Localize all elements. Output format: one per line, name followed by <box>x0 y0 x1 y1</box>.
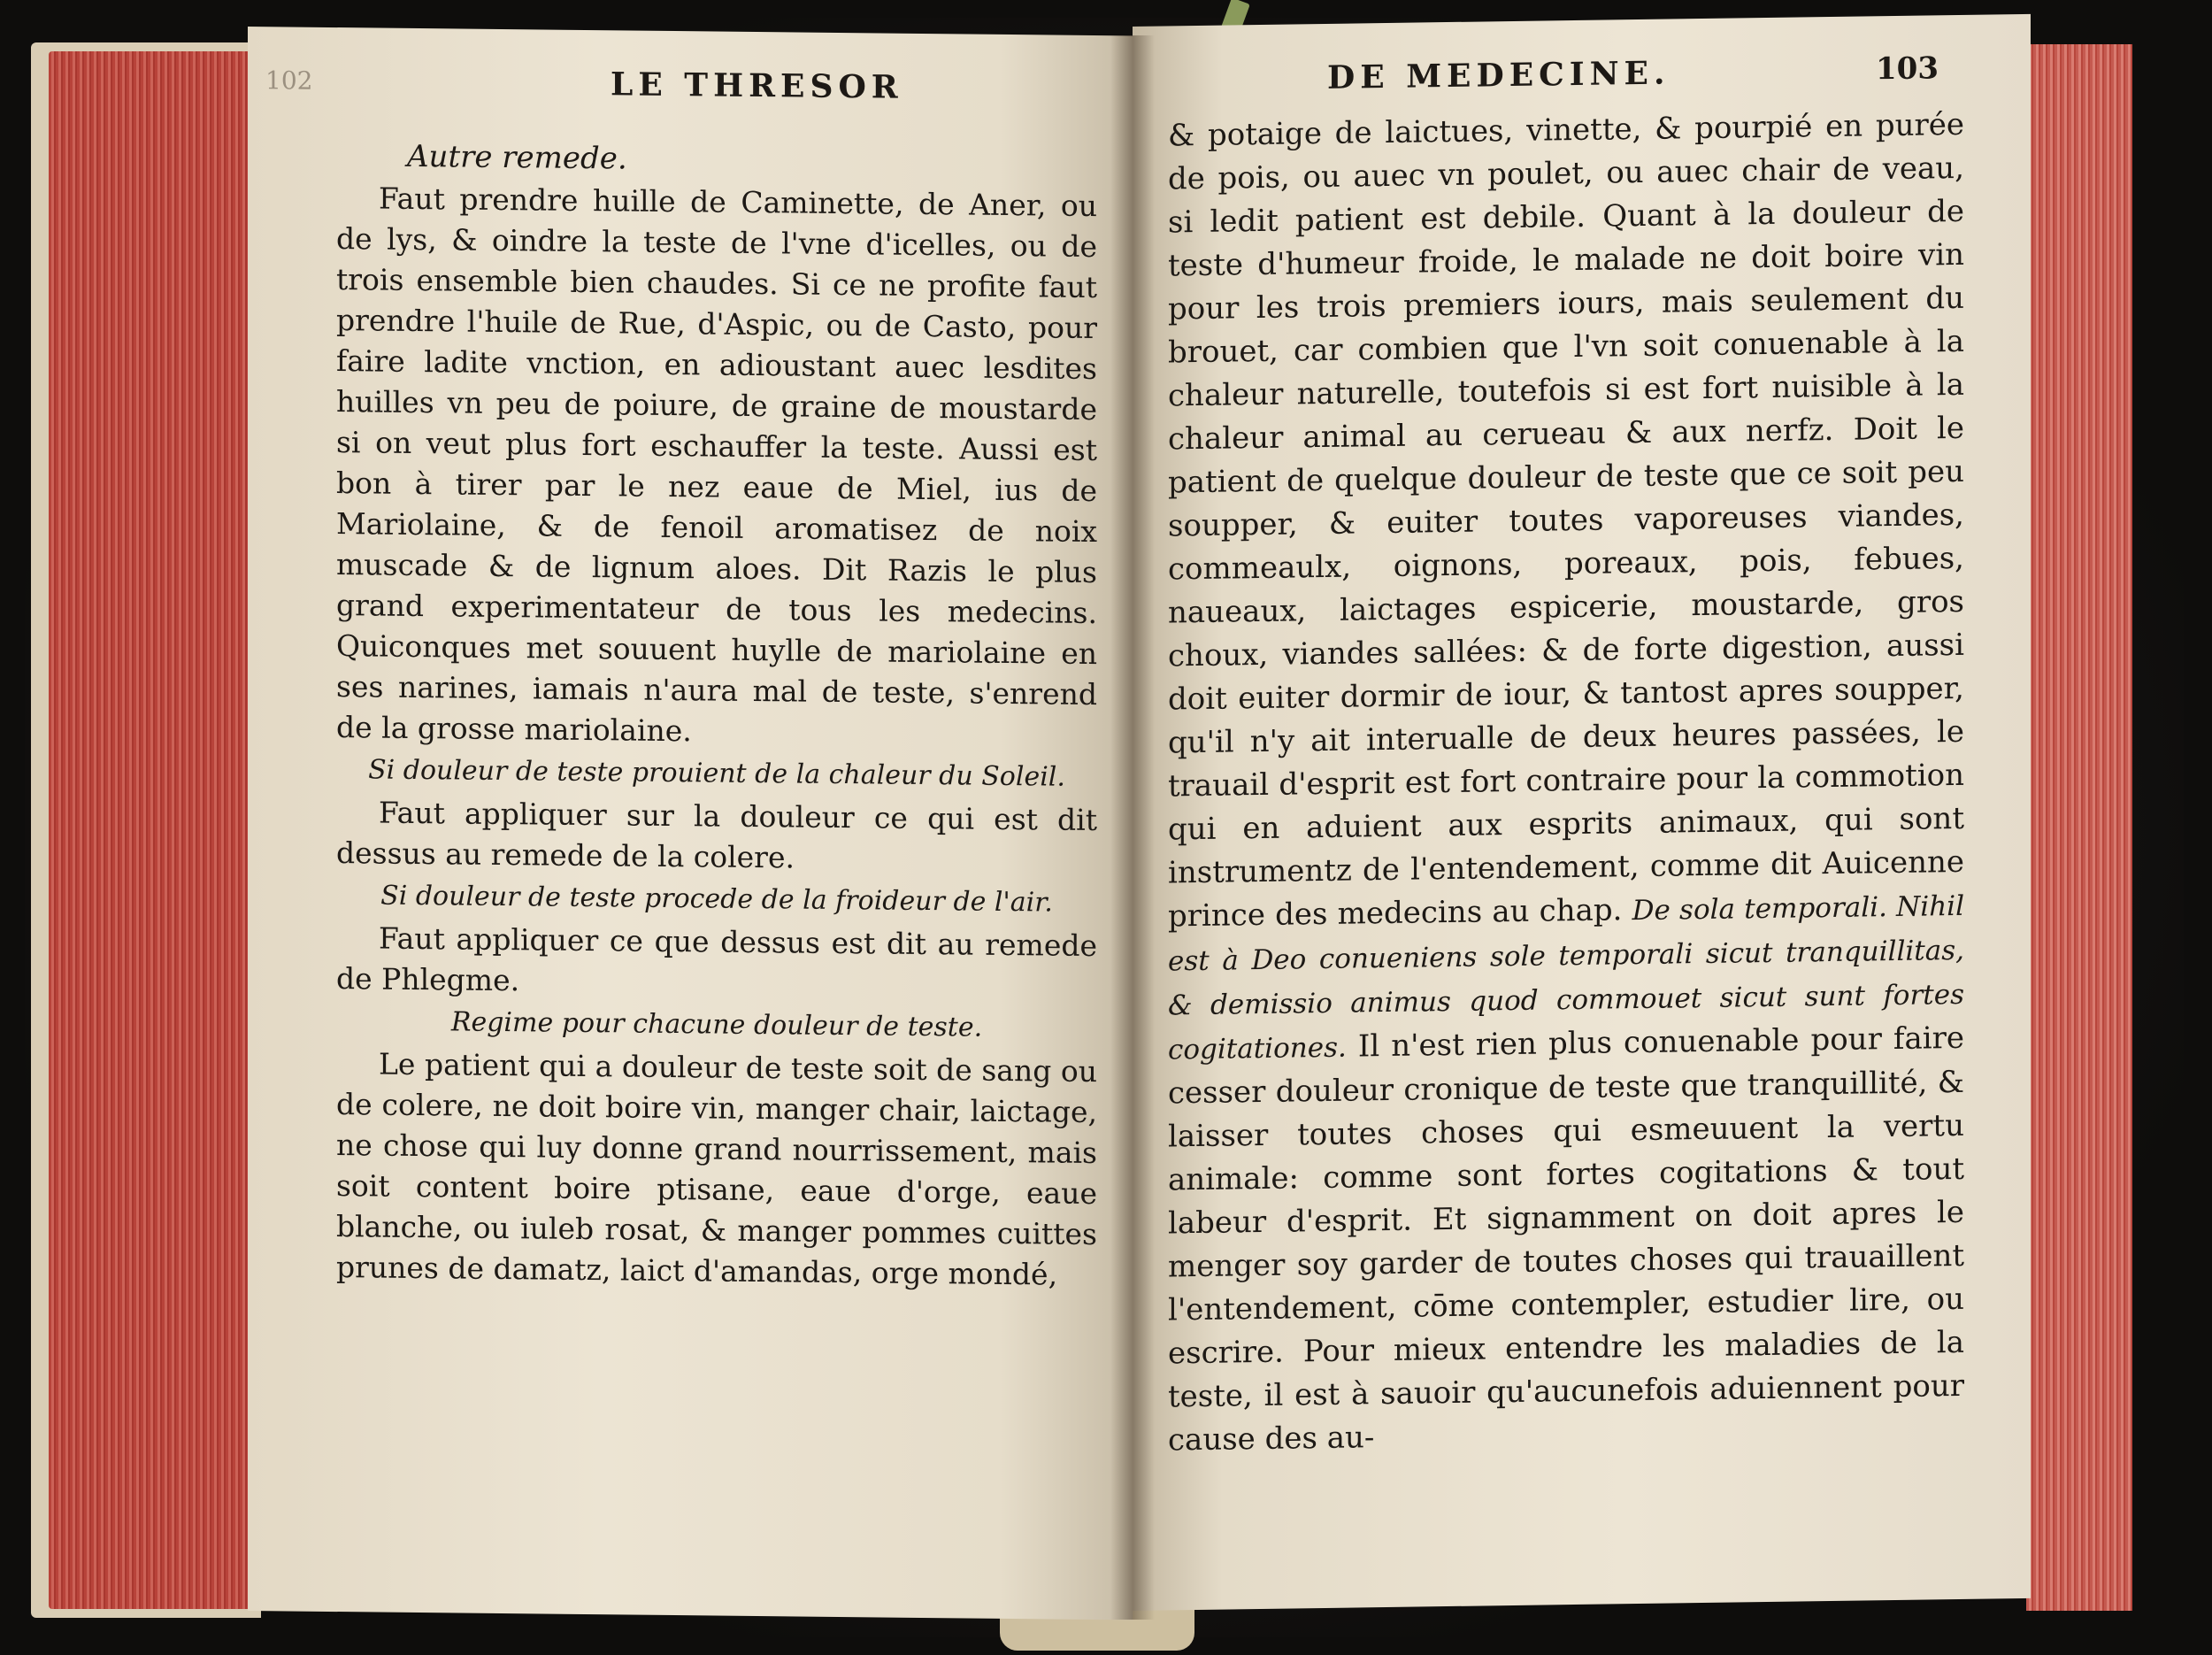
section-heading: Si douleur de teste procede de la froideur de l'air. <box>380 880 1053 919</box>
paragraph: Le patient qui a douleur de teste soit de sang ou de colere, ne doit boire vin, manger chair, laictage, ne chose qui luy donne grand nourrissement, mais soit content boire ptisane, eaue d'orge, eaue blanche, ou iuleb rosat, & manger pommes cuittes prunes de damatz, laict d'amandas, orge mondé, <box>336 1046 1097 1292</box>
book-gutter <box>1110 35 1155 1620</box>
paragraph: Faut appliquer ce que dessus est dit au remede de Phlegme. <box>336 920 1097 998</box>
paragraph-text: Il n'est rien plus conuenable pour faire cesser douleur cronique de teste que tranquillité, & laisser toutes choses qui esmeuuent la vertu animale: comme sont fortes cogitations & tout labeur d'esprit. Et signamment on doit apres le menger soy garder de toutes choses qui trauaillent l'entendement, cōme contempler, estudier lire, ou escrire. Pour mieux entendre les maladies de la teste, il est à sauoir qu'aucunefois aduiennent pour cause des au- <box>1168 1020 1964 1459</box>
page-edges-right <box>2026 44 2132 1611</box>
section-heading: Regime pour chacune douleur de teste. <box>450 1006 983 1043</box>
paragraph: Faut appliquer sur la douleur ce qui est dit dessus au remede de la colere. <box>336 795 1097 875</box>
paragraph: Faut prendre huille de Caminette, de Aner, ou de lys, & oindre la teste de l'vne d'icelles, ou de trois ensemble bien chaudes. Si ce ne profite faut prendre l'huile de Rue, d'Aspic, ou de Casto, pour faire ladite vnction, en adioustant auec lesdites huilles vn peu de poiure, de graine de moustarde si on veut plus fort eschauffer la teste. Aussi est bon à tirer par le nez eaue de Miel, ius de Mariolaine, & de fenoil aromatisez de noix muscade & de lignum aloes. Dit Razis le plus grand experimentateur de tous les medecins. Quiconques met souuent huylle de mariolaine en ses narines, iamais n'aura mal de teste, s'enrend de la grosse mariolaine. <box>336 181 1097 749</box>
page-edges-left <box>49 51 252 1609</box>
paragraph <box>1168 104 1964 1463</box>
right-running-head: DE MEDECINE. <box>1327 54 1671 96</box>
left-running-head: LE THRESOR <box>611 65 903 106</box>
left-page-folio: 102 <box>265 65 313 96</box>
right-page <box>1133 14 2031 1611</box>
right-page-text <box>1168 104 1964 1463</box>
paragraph-text: & potaige de laictues, vinette, & pourpié en purée de pois, ou auec vn poulet, ou auec chair de veau, si ledit patient est debile. Quant à la douleur de teste d'humeur froide, le malade ne doit boire vin pour les trois premiers iours, mais seulement du brouet, car combien que l'vn soit conuenable à la chaleur naturelle, toutefois si est fort nuisible à la chaleur animal au cerueau & aux nerfz. Doit le patient de quelque douleur de teste que ce soit peu soupper, & euiter toutes vaporeuses viandes, commeaulx, oignons, poreaux, pois, febues, naueaux, laictages espicerie, moustarde, gros choux, viandes sallées: & de forte digestion, aussi doit euiter dormir de iour, & tantost apres soupper, qu'il n'y ait interualle de deux heures passées, le trauail d'esprit est fort contraire pour la commotion qui en aduient aux esprits animaux, qui sont instrumentz de l'entendement, comme dit Auicenne prince des medecins au chap. <box>1168 106 1964 935</box>
left-page <box>248 27 1133 1620</box>
right-page-folio: 103 <box>1876 50 1939 88</box>
left-page-text <box>336 134 1097 1296</box>
latin-quotation: De sola temporali. Nihil est à Deo conueniens sole temporali sicut tranquillitas, & demissio animus quod commouet sicut sunt fortes cogitationes. <box>1168 889 1964 1066</box>
section-heading: Autre remede. <box>407 138 627 177</box>
section-heading: Si douleur de teste prouient de la chaleur du Soleil. <box>368 754 1065 793</box>
